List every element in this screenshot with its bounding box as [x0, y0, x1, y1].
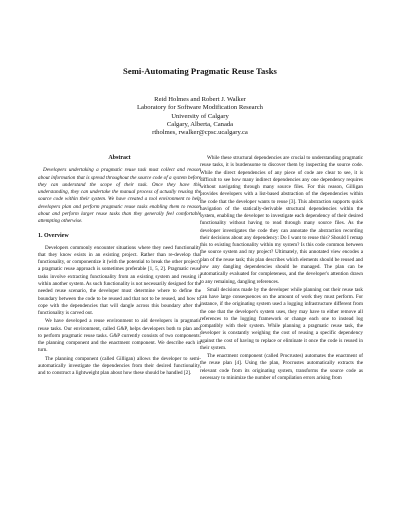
- author-email: rtholmes, rwalker@cpsc.ucalgary.ca: [152, 129, 248, 137]
- abstract-heading: Abstract: [108, 155, 131, 161]
- right-paragraph-2: Small decisions made by the developer while planning out their reuse task can have large consequences on the amount of work they must perform. For instance, if the originating system used a logging infrastructure different from the one that the developer's system uses, they may have to either remove all references to the logging framework or change each one to instead log compatibly with their system. While planning a pragmatic reuse task, the developer is constantly weighing the cost of reusing a specific dependency against the cost of having to replace or eliminate it once the code is reused in their system.: [200, 286, 363, 351]
- left-paragraph-1: Developers commonly encounter situations where they need functionality that they know exists in an existing project. Rather than re-develop that functionality, or componentize it (with the potential to break the other project), a pragmatic reuse approach is sometimes preferable [1, 5, 2]. Pragmatic reuse tasks involve extracting functionality from an existing system and reusing it within another system. As such functionality is not necessarily designed for the needed reuse scenario, the developer must determine where to define the boundary between the code to be reused and that not to be reused, and how to cope with the dependencies that will dangle across this boundary after the functionality is carved out.: [38, 244, 201, 317]
- author-university: University of Calgary: [171, 112, 229, 120]
- author-block: [0, 96, 400, 137]
- section-heading-overview: 1. Overview: [38, 233, 69, 240]
- abstract-text: Developers undertaking a pragmatic reuse task must collect and reason about information that is spread throughout the source code of a system before they can understand the scope of their task. Once they have this understanding, they can undertake the manual process of actually reusing the source code within their system. We have created a tool environment to help developers plan and perform pragmatic reuse tasks enabling them to reason about and perform larger reuse tasks than they generally feel comfortable attempting otherwise.: [38, 167, 201, 225]
- left-column: [38, 155, 201, 378]
- author-names: Reid Holmes and Robert J. Walker: [154, 96, 246, 103]
- right-column: [200, 155, 363, 383]
- left-paragraph-3: The planning component (called Gilligan) allows the developer to semi-automatically investigate the dependencies from their desired functionality, and to construct a lightweight plan about how these should be handled [2].: [38, 355, 201, 377]
- author-location: Calgary, Alberta, Canada: [166, 120, 234, 128]
- left-paragraph-2: We have developed a reuse environment to aid developers in pragmatic reuse tasks. Our environment, called G&P, helps developers both to plan and to perform pragmatic reuse tasks. G&P currently consists of two components: the planning component and the enactment component. We describe each in turn.: [38, 318, 201, 354]
- paper-title: Semi-Automating Pragmatic Reuse Tasks: [123, 66, 277, 76]
- author-lab: Laboratory for Software Modification Research: [137, 104, 263, 112]
- right-paragraph-1: While these structural dependencies are crucial to understanding pragmatic reuse tasks, it is burdensome to discover them by inspecting the source code. While the direct dependencies of any piece of code are clear to see, it is difficult to see how many indirect dependencies any one dependency requires without navigating through many source files. For this reason, Gilligan provides developers with a list-based abstraction of the dependencies within the code that the developer wants to reuse [3]. This abstraction supports quick navigation of the statically-derivable structural dependencies within the system, enabling the developer to investigate each dependency of their desired functionality without having to read through many source files. As the developer investigates the code they can annotate the abstraction recording their decisions about any dependency: Do I want to reuse this? Should I remap this to existing functionality within my system? Is this code common between the source system and my project? Ultimately, this annotated view encodes a plan of the reuse task; this plan describes which elements should be reused and how any dangling dependencies should be managed. The plan can be automatically evaluated for completeness, and the developer's attention drawn to any remaining, dangling references.: [200, 155, 363, 285]
- right-paragraph-3: The enactment component (called Procrustes) automates the enactment of the reuse plan [4]. Using the plan, Procrustes automatically extracts the relevant code from its originating system, transforms the source code as necessary to minimize the number of compilation errors arising from: [200, 353, 363, 381]
